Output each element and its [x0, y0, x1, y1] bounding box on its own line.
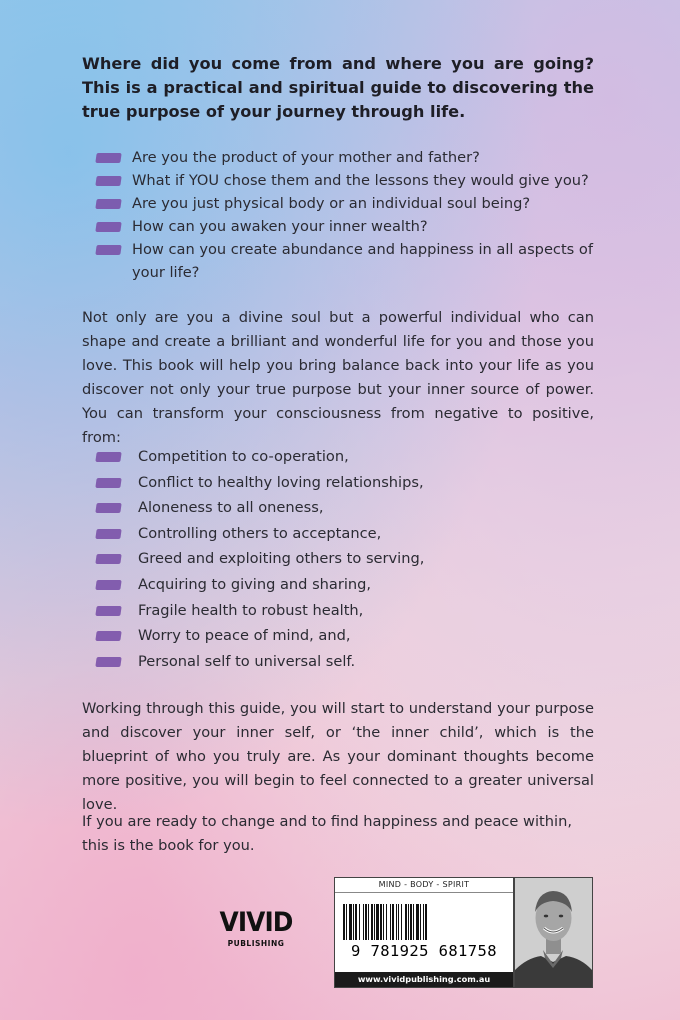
purple-brush-bullet-icon: [95, 478, 121, 488]
publisher-url: www.vividpublishing.com.au: [335, 972, 513, 987]
barcode-bars: [343, 904, 507, 940]
question-text: How can you awaken your inner wealth?: [132, 218, 428, 235]
list-item: [96, 623, 576, 649]
barcode-bar: [396, 904, 397, 940]
barcode-bar: [349, 904, 352, 940]
barcode-bar: [413, 904, 414, 940]
barcode-bar: [392, 904, 394, 940]
purple-brush-bullet-icon: [95, 606, 121, 616]
list-item: [96, 521, 576, 547]
barcode-bar: [368, 904, 369, 940]
purple-brush-bullet-icon: [95, 503, 121, 513]
purple-brush-bullet-icon: [95, 245, 121, 255]
transformation-text: Fragile health to robust health,: [138, 601, 364, 619]
question-text: Are you the product of your mother and father?: [132, 149, 480, 166]
isbn-number: 9 781925 681758: [351, 942, 497, 960]
barcode-bar: [376, 904, 379, 940]
barcode-bar: [365, 904, 367, 940]
barcode-bar: [355, 904, 357, 940]
purple-brush-bullet-icon: [95, 580, 121, 590]
author-photo: [514, 877, 593, 988]
purple-brush-bullet-icon: [95, 199, 121, 209]
purple-brush-bullet-icon: [95, 153, 121, 163]
category-label: MIND - BODY - SPIRIT: [335, 878, 513, 893]
barcode-bar: [359, 904, 360, 940]
transformation-text: Conflict to healthy loving relationships,: [138, 473, 424, 491]
question-text: What if YOU chose them and the lessons they would give you?: [132, 172, 589, 189]
barcode-bar: [390, 904, 391, 940]
barcode-bar: [380, 904, 382, 940]
transformation-text: Greed and exploiting others to serving,: [138, 550, 425, 568]
list-item: [96, 146, 596, 169]
list-item: [96, 649, 576, 675]
body-paragraph-3: If you are ready to change and to find happiness and peace within, this is the book for you.: [82, 813, 572, 854]
list-item: [96, 444, 576, 470]
list-item: [96, 169, 596, 192]
list-item: [96, 192, 596, 215]
purple-brush-bullet-icon: [95, 657, 121, 667]
publisher-logo-sub: PUBLISHING: [227, 939, 285, 948]
barcode-bar: [405, 904, 407, 940]
barcode-bar: [420, 904, 421, 940]
list-item: [96, 546, 576, 572]
barcode-bar: [423, 904, 424, 940]
list-item: [96, 238, 596, 284]
body-paragraph-1: Not only are you a divine soul but a powerful individual who can shape and create a brilliant and wonderful life for you and those you love. This book will help you bring balance back into your life as you discover not only your true purpose but your inner source of power. You can transform your consciousness from negative to positive, from:: [82, 309, 594, 446]
publisher-logo-mark: VIVID: [219, 907, 293, 938]
barcode-bar: [398, 904, 399, 940]
transformation-text: Personal self to universal self.: [138, 652, 356, 670]
barcode-bar: [343, 904, 345, 940]
list-item: [96, 495, 576, 521]
barcode-bar: [416, 904, 419, 940]
purple-brush-bullet-icon: [95, 554, 121, 564]
question-text: How can you create abundance and happiness in all aspects of your life?: [132, 241, 593, 281]
barcode-bar: [383, 904, 384, 940]
purple-brush-bullet-icon: [95, 452, 121, 462]
transformation-list: [96, 444, 576, 674]
barcode-bar: [363, 904, 364, 940]
transformation-text: Worry to peace of mind, and,: [138, 627, 351, 645]
intro-heading: Where did you come from and where you are going? This is a practical and spiritual guide to discovering the true purpose of your journey through life.: [82, 54, 594, 121]
transformation-text: Controlling others to acceptance,: [138, 524, 382, 542]
purple-brush-bullet-icon: [95, 529, 121, 539]
list-item: [96, 572, 576, 598]
transformation-text: Acquiring to giving and sharing,: [138, 575, 372, 593]
list-item: [96, 598, 576, 624]
barcode-bar: [371, 904, 373, 940]
barcode-bar: [386, 904, 387, 940]
purple-brush-bullet-icon: [95, 176, 121, 186]
question-text: Are you just physical body or an individual soul being?: [132, 195, 531, 212]
barcode-bar: [401, 904, 402, 940]
transformation-text: Competition to co-operation,: [138, 448, 349, 465]
purple-brush-bullet-icon: [95, 222, 121, 232]
barcode-box: [334, 877, 514, 988]
body-paragraph-2: Working through this guide, you will start to understand your purpose and discover your inner self, or ‘the inner child’, which is the blueprint of who you truly are. As your dominant thoughts become more positive, you will begin to feel connected to a greater universal love.: [82, 700, 594, 813]
barcode-bar: [346, 904, 347, 940]
barcode-bar: [408, 904, 409, 940]
purple-brush-bullet-icon: [95, 631, 121, 641]
barcode-bar: [410, 904, 412, 940]
publisher-logo: [214, 908, 298, 958]
barcode-bar: [353, 904, 354, 940]
list-item: [96, 215, 596, 238]
list-item: [96, 470, 576, 496]
author-portrait-icon: [515, 878, 592, 987]
question-list: [96, 146, 596, 284]
transformation-text: Aloneness to all oneness,: [138, 499, 324, 517]
barcode-bar: [374, 904, 375, 940]
barcode-bar: [425, 904, 427, 940]
